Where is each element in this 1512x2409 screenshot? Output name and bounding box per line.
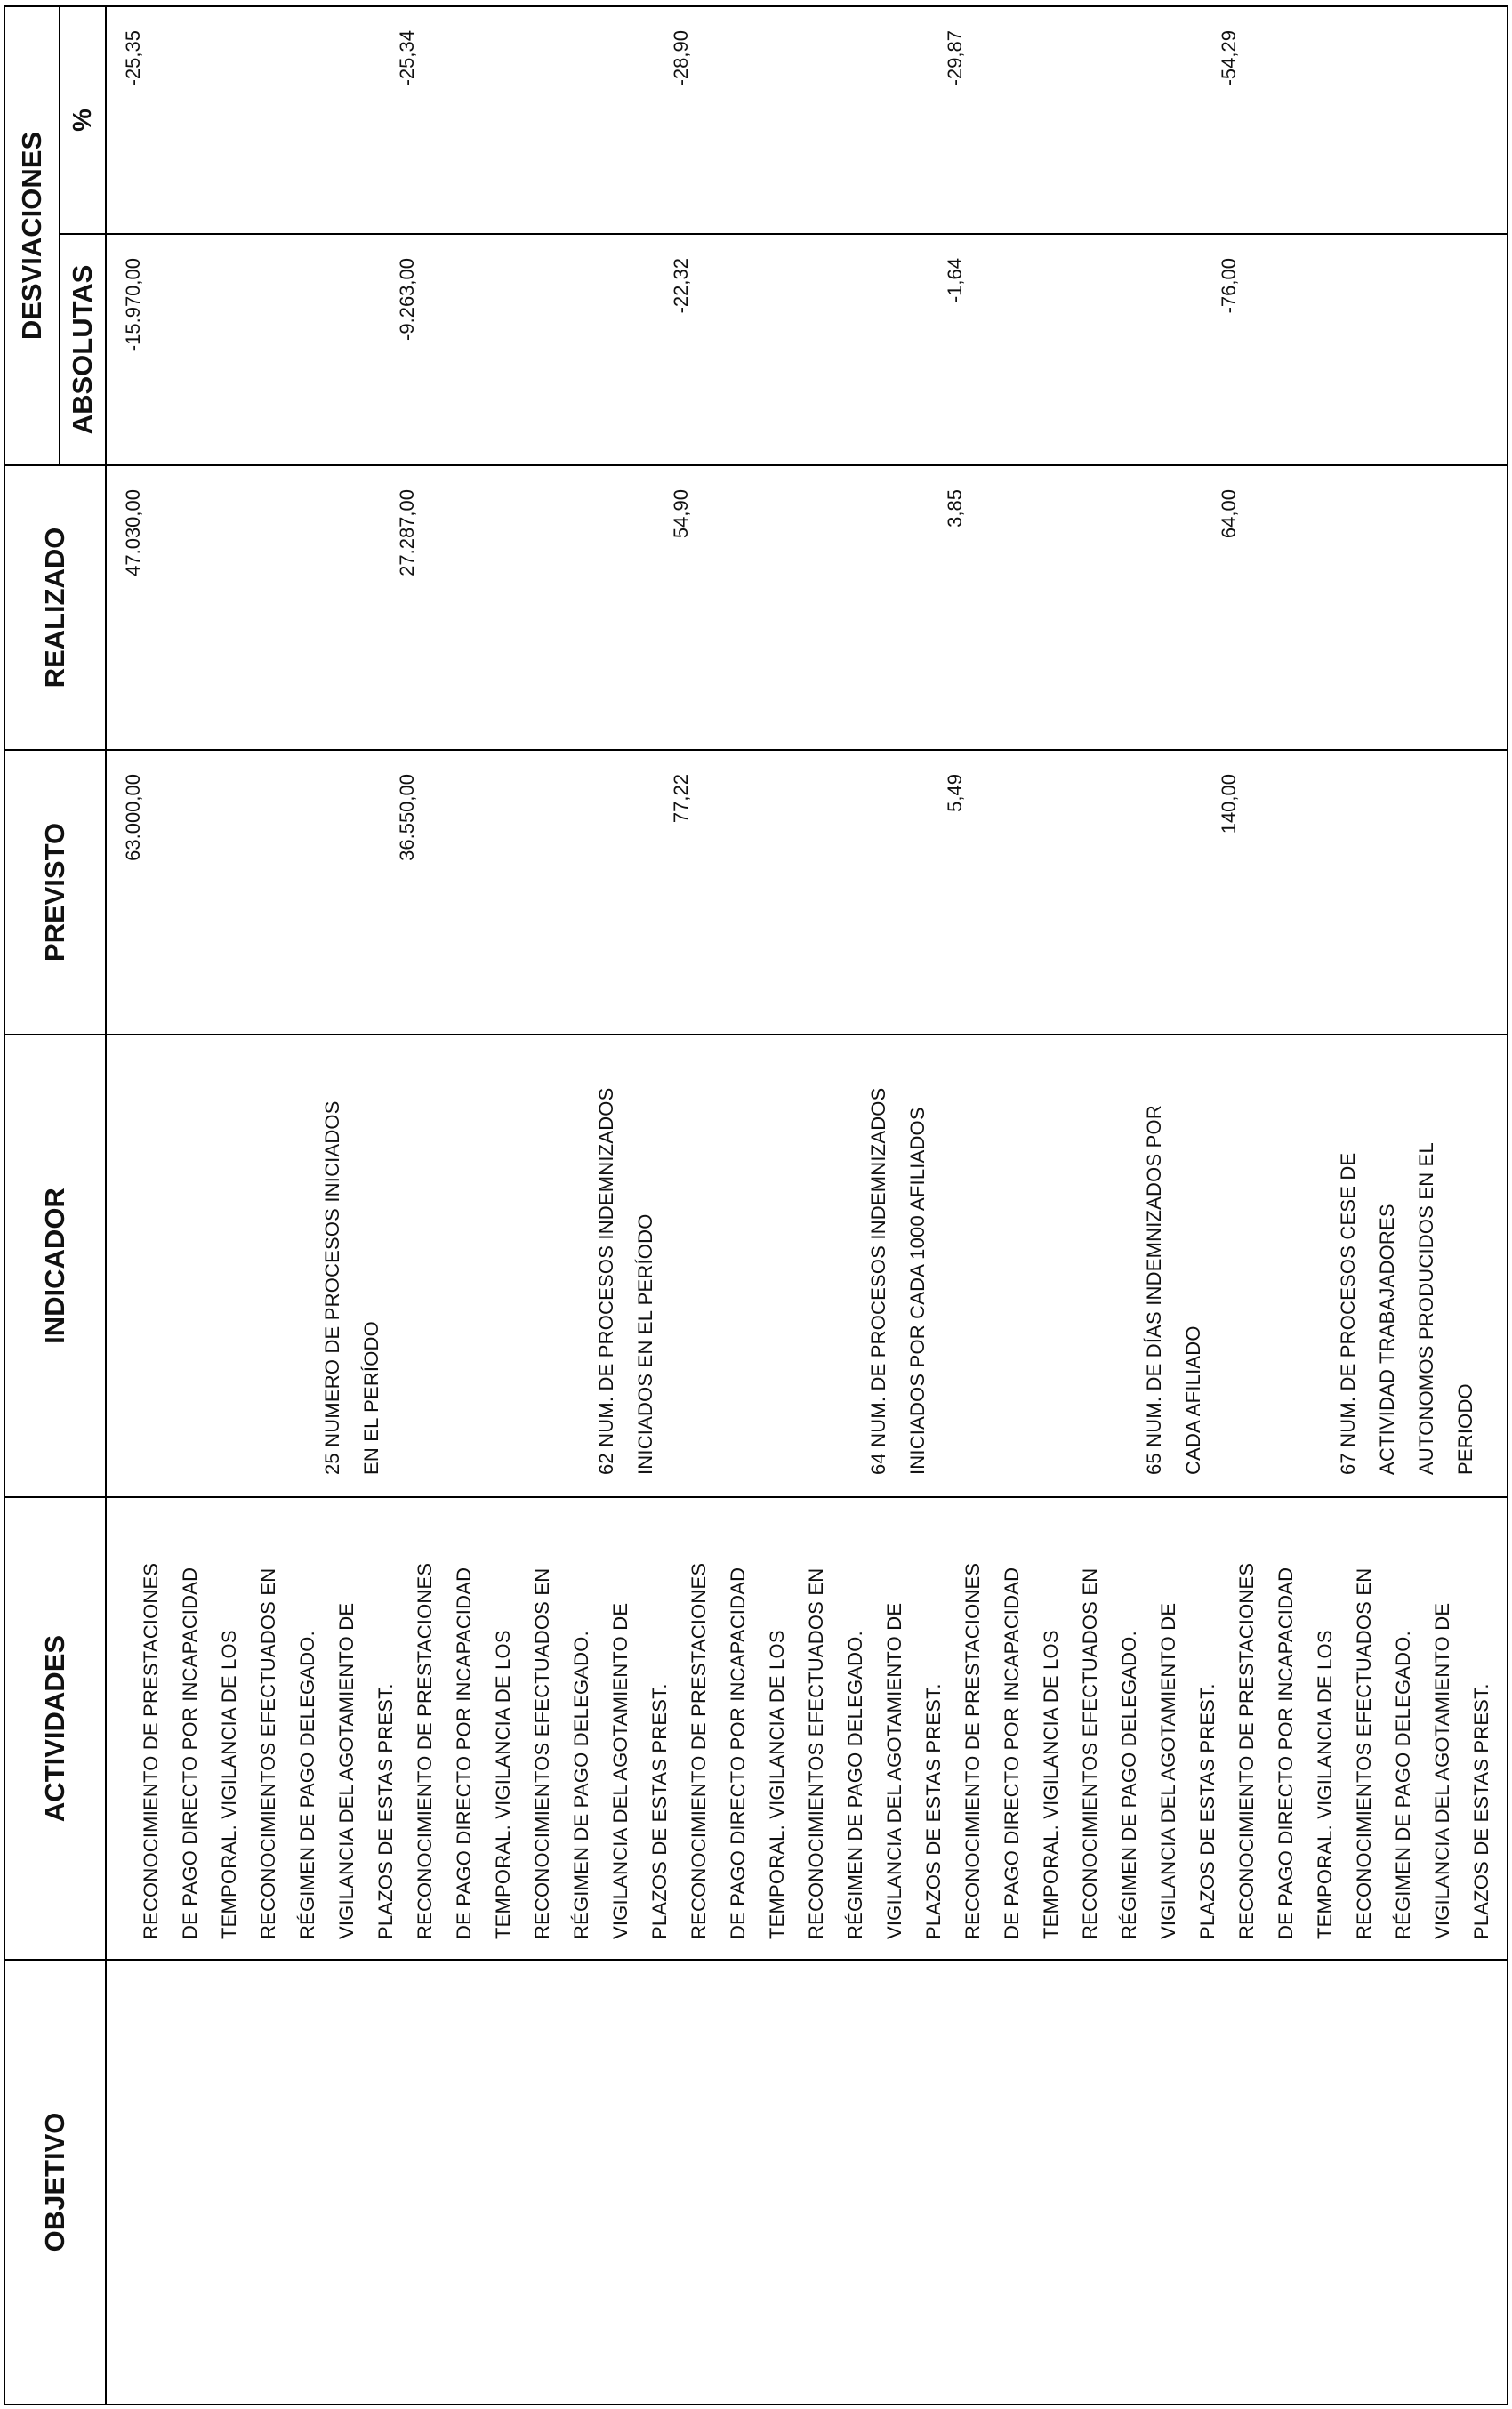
- actividad-line: RÉGIMEN DE PAGO DELEGADO.: [570, 1631, 592, 1939]
- actividad-line: RÉGIMEN DE PAGO DELEGADO.: [296, 1631, 318, 1939]
- absolutas-value: -1,64: [944, 258, 966, 303]
- porcentaje-value: -54,29: [1218, 30, 1240, 86]
- previsto-value: 5,49: [944, 774, 966, 812]
- absolutas-list: [107, 258, 1507, 464]
- actividades-list: [132, 1507, 1501, 1939]
- actividad-line: RECONOCIMIENTO DE PRESTACIONES: [688, 1562, 710, 1939]
- previsto-value: 63.000,00: [122, 774, 144, 861]
- previsto-value: 36.550,00: [396, 774, 418, 861]
- actividades-cell: [106, 1497, 1508, 1960]
- actividad-line: PLAZOS DE ESTAS PREST.: [1196, 1683, 1218, 1939]
- actividad-line: DE PAGO DIRECTO POR INCAPACIDAD: [1001, 1567, 1023, 1939]
- actividad-line: PLAZOS DE ESTAS PREST.: [1470, 1683, 1492, 1939]
- realizado-cell: [106, 465, 1508, 750]
- actividad-line: VIGILANCIA DEL AGOTAMIENTO DE: [335, 1602, 358, 1939]
- indicador-line: EN EL PERÍODO: [360, 1321, 382, 1475]
- realizado-value: 47.030,00: [122, 489, 144, 576]
- actividad-block: [680, 1507, 953, 1939]
- header-objetivo: OBJETIVO: [4, 1960, 106, 2405]
- realizado-list: [107, 489, 1507, 749]
- indicador-line: 64 NUM. DE PROCESOS INDEMNIZADOS: [867, 1087, 889, 1475]
- actividad-line: RECONOCIMIENTO DE PRESTACIONES: [1235, 1562, 1258, 1939]
- porcentaje-list: [107, 30, 1507, 233]
- realizado-value: 54,90: [670, 489, 692, 539]
- actividad-line: RÉGIMEN DE PAGO DELEGADO.: [1392, 1631, 1414, 1939]
- indicador-list: [107, 1043, 1507, 1475]
- realizado-value: 27.287,00: [396, 489, 418, 576]
- previsto-list: [107, 774, 1507, 1034]
- indicador-line: 62 NUM. DE PROCESOS INDEMNIZADOS: [595, 1087, 617, 1475]
- porcentaje-value: -25,35: [122, 30, 144, 86]
- actividad-line: RECONOCIMIENTOS EFECTUADOS EN: [1353, 1567, 1375, 1939]
- indicador-line: INICIADOS EN EL PERÍODO: [634, 1213, 656, 1475]
- actividad-line: VIGILANCIA DEL AGOTAMIENTO DE: [883, 1602, 905, 1939]
- actividad-line: TEMPORAL. VIGILANCIA DE LOS: [218, 1630, 240, 1939]
- indicador-line: AUTONOMOS PRODUCIDOS EN EL: [1415, 1142, 1437, 1475]
- actividad-line: RECONOCIMIENTOS EFECTUADOS EN: [1079, 1567, 1101, 1939]
- indicador-line: INICIADOS POR CADA 1000 AFILIADOS: [906, 1107, 929, 1475]
- actividad-line: PLAZOS DE ESTAS PREST.: [922, 1683, 945, 1939]
- actividad-line: VIGILANCIA DEL AGOTAMIENTO DE: [609, 1602, 631, 1939]
- actividad-line: TEMPORAL. VIGILANCIA DE LOS: [766, 1630, 788, 1939]
- actividad-line: DE PAGO DIRECTO POR INCAPACIDAD: [727, 1567, 749, 1939]
- actividad-line: DE PAGO DIRECTO POR INCAPACIDAD: [179, 1567, 201, 1939]
- realizado-value: 64,00: [1218, 489, 1240, 539]
- actividad-block: [132, 1507, 406, 1939]
- header-indicador: INDICADOR: [4, 1035, 106, 1497]
- header-previsto: PREVISTO: [4, 750, 106, 1035]
- indicador-cell: [106, 1035, 1508, 1497]
- actividad-line: PLAZOS DE ESTAS PREST.: [648, 1683, 671, 1939]
- actividad-line: RÉGIMEN DE PAGO DELEGADO.: [844, 1631, 866, 1939]
- previsto-value: 140,00: [1218, 774, 1240, 834]
- indicador-line: CADA AFILIADO: [1182, 1325, 1204, 1475]
- absolutas-value: -76,00: [1218, 258, 1240, 314]
- porcentaje-value: -25,34: [396, 30, 418, 86]
- indicador-block: [1135, 1043, 1213, 1475]
- header-realizado: REALIZADO: [4, 465, 106, 750]
- actividad-line: DE PAGO DIRECTO POR INCAPACIDAD: [453, 1567, 475, 1939]
- absolutas-value: -22,32: [670, 258, 692, 314]
- porcentaje-cell: [106, 6, 1508, 234]
- header-absolutas: ABSOLUTAS: [60, 234, 106, 465]
- actividad-line: RECONOCIMIENTO DE PRESTACIONES: [414, 1562, 436, 1939]
- porcentaje-value: -29,87: [944, 30, 966, 86]
- actividad-line: PLAZOS DE ESTAS PREST.: [374, 1683, 397, 1939]
- actividad-line: RECONOCIMIENTOS EFECTUADOS EN: [257, 1567, 279, 1939]
- absolutas-value: -9.263,00: [396, 258, 418, 341]
- realizado-value: 3,85: [944, 489, 966, 528]
- actividad-line: RECONOCIMIENTO DE PRESTACIONES: [961, 1562, 984, 1939]
- actividad-line: TEMPORAL. VIGILANCIA DE LOS: [492, 1630, 514, 1939]
- actividad-line: TEMPORAL. VIGILANCIA DE LOS: [1314, 1630, 1336, 1939]
- absolutas-cell: [106, 234, 1508, 465]
- actividad-line: RECONOCIMIENTOS EFECTUADOS EN: [805, 1567, 827, 1939]
- header-desviaciones: DESVIACIONES: [4, 6, 60, 465]
- previsto-cell: [106, 750, 1508, 1035]
- porcentaje-value: -28,90: [670, 30, 692, 86]
- indicador-block: [587, 1043, 665, 1475]
- indicators-table: [4, 5, 1508, 2405]
- indicador-block: [313, 1043, 391, 1475]
- actividad-line: DE PAGO DIRECTO POR INCAPACIDAD: [1275, 1567, 1297, 1939]
- indicador-line: 25 NUMERO DE PROCESOS INICIADOS: [321, 1100, 343, 1475]
- indicador-block: [1329, 1043, 1485, 1475]
- indicador-line: PERIODO: [1454, 1383, 1476, 1475]
- header-actividades: ACTIVIDADES: [4, 1497, 106, 1960]
- actividad-line: VIGILANCIA DEL AGOTAMIENTO DE: [1157, 1602, 1179, 1939]
- actividad-block: [953, 1507, 1227, 1939]
- actividad-block: [1227, 1507, 1501, 1939]
- objetivo-cell: [106, 1960, 1508, 2405]
- absolutas-value: -15.970,00: [122, 258, 144, 352]
- actividad-line: RECONOCIMIENTOS EFECTUADOS EN: [531, 1567, 553, 1939]
- actividad-line: TEMPORAL. VIGILANCIA DE LOS: [1040, 1630, 1062, 1939]
- actividad-line: VIGILANCIA DEL AGOTAMIENTO DE: [1431, 1602, 1453, 1939]
- indicador-block: [859, 1043, 937, 1475]
- actividad-block: [406, 1507, 680, 1939]
- actividad-line: RECONOCIMIENTO DE PRESTACIONES: [140, 1562, 162, 1939]
- header-porcentaje: %: [60, 6, 106, 234]
- indicador-line: ACTIVIDAD TRABAJADORES: [1376, 1204, 1398, 1475]
- indicador-line: 65 NUM. DE DÍAS INDEMNIZADOS POR: [1143, 1105, 1165, 1475]
- actividad-line: RÉGIMEN DE PAGO DELEGADO.: [1118, 1631, 1140, 1939]
- previsto-value: 77,22: [670, 774, 692, 824]
- indicador-line: 67 NUM. DE PROCESOS CESE DE: [1337, 1152, 1359, 1475]
